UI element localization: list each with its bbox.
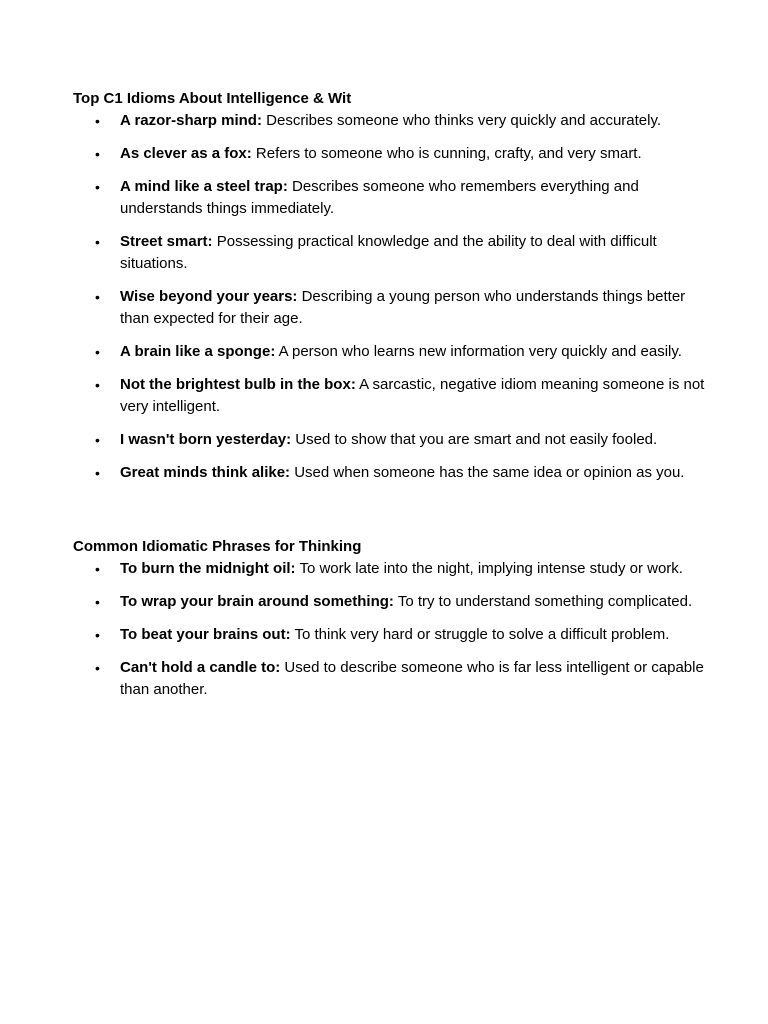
bullet-icon: • — [95, 594, 100, 610]
list-item — [73, 657, 713, 701]
bullet-icon: • — [95, 561, 100, 577]
list-item — [73, 231, 713, 275]
idiom-definition: A person who learns new information very quickly and easily. — [278, 343, 682, 360]
list-item — [73, 341, 713, 363]
bullet-icon: • — [95, 289, 100, 305]
section-heading-thinking: Common Idiomatic Phrases for Thinking — [73, 538, 362, 555]
idiom-definition: Possessing practical knowledge and the ability to deal with difficult situations. — [120, 233, 657, 272]
list-item — [73, 624, 713, 646]
idiom-list-intelligence — [73, 110, 713, 484]
bullet-icon: • — [95, 377, 100, 393]
idiom-term: To wrap your brain around something: — [120, 593, 394, 610]
bullet-icon: • — [95, 146, 100, 162]
idiom-definition: To think very hard or struggle to solve a difficult problem. — [294, 626, 670, 643]
idiom-definition: Used to describe someone who is far less intelligent or capable than another. — [120, 659, 704, 698]
idiom-definition: To work late into the night, implying intense study or work. — [299, 560, 683, 577]
idiom-definition: Describing a young person who understands things better than expected for their age. — [120, 288, 686, 327]
bullet-icon: • — [95, 432, 100, 448]
bullet-icon: • — [95, 627, 100, 643]
list-item — [73, 143, 713, 165]
list-item — [73, 286, 713, 330]
list-item — [73, 176, 713, 220]
idiom-term: Great minds think alike: — [120, 464, 291, 481]
idiom-term: To beat your brains out: — [120, 626, 291, 643]
idiom-term: Street smart: — [120, 233, 213, 250]
list-item — [73, 110, 713, 132]
idiom-definition: Describes someone who thinks very quickly and accurately. — [266, 112, 662, 129]
idiom-term: A brain like a sponge: — [120, 343, 276, 360]
idiom-definition: A sarcastic, negative idiom meaning someone is not very intelligent. — [120, 376, 705, 415]
list-item — [73, 429, 713, 451]
idiom-term: Can't hold a candle to: — [120, 659, 281, 676]
bullet-icon: • — [95, 113, 100, 129]
idiom-term: Wise beyond your years: — [120, 288, 298, 305]
list-item — [73, 591, 713, 613]
list-item — [73, 374, 713, 418]
bullet-icon: • — [95, 465, 100, 481]
section-heading-intelligence: Top C1 Idioms About Intelligence & Wit — [73, 90, 352, 107]
bullet-icon: • — [95, 660, 100, 676]
idiom-term: To burn the midnight oil: — [120, 560, 296, 577]
idiom-term: A mind like a steel trap: — [120, 178, 288, 195]
idiom-term: A razor-sharp mind: — [120, 112, 262, 129]
idiom-term: I wasn't born yesterday: — [120, 431, 292, 448]
bullet-icon: • — [95, 344, 100, 360]
idiom-term: As clever as a fox: — [120, 145, 252, 162]
idiom-list-thinking — [73, 558, 713, 701]
idiom-term: Not the brightest bulb in the box: — [120, 376, 356, 393]
list-item — [73, 462, 713, 484]
bullet-icon: • — [95, 179, 100, 195]
idiom-definition: Describes someone who remembers everything and understands things immediately. — [120, 178, 639, 217]
idiom-definition: Used when someone has the same idea or opinion as you. — [294, 464, 685, 481]
list-item — [73, 558, 713, 580]
idiom-definition: Refers to someone who is cunning, crafty, and very smart. — [255, 145, 642, 162]
bullet-icon: • — [95, 234, 100, 250]
idiom-definition: To try to understand something complicated. — [397, 593, 693, 610]
idiom-definition: Used to show that you are smart and not easily fooled. — [295, 431, 658, 448]
